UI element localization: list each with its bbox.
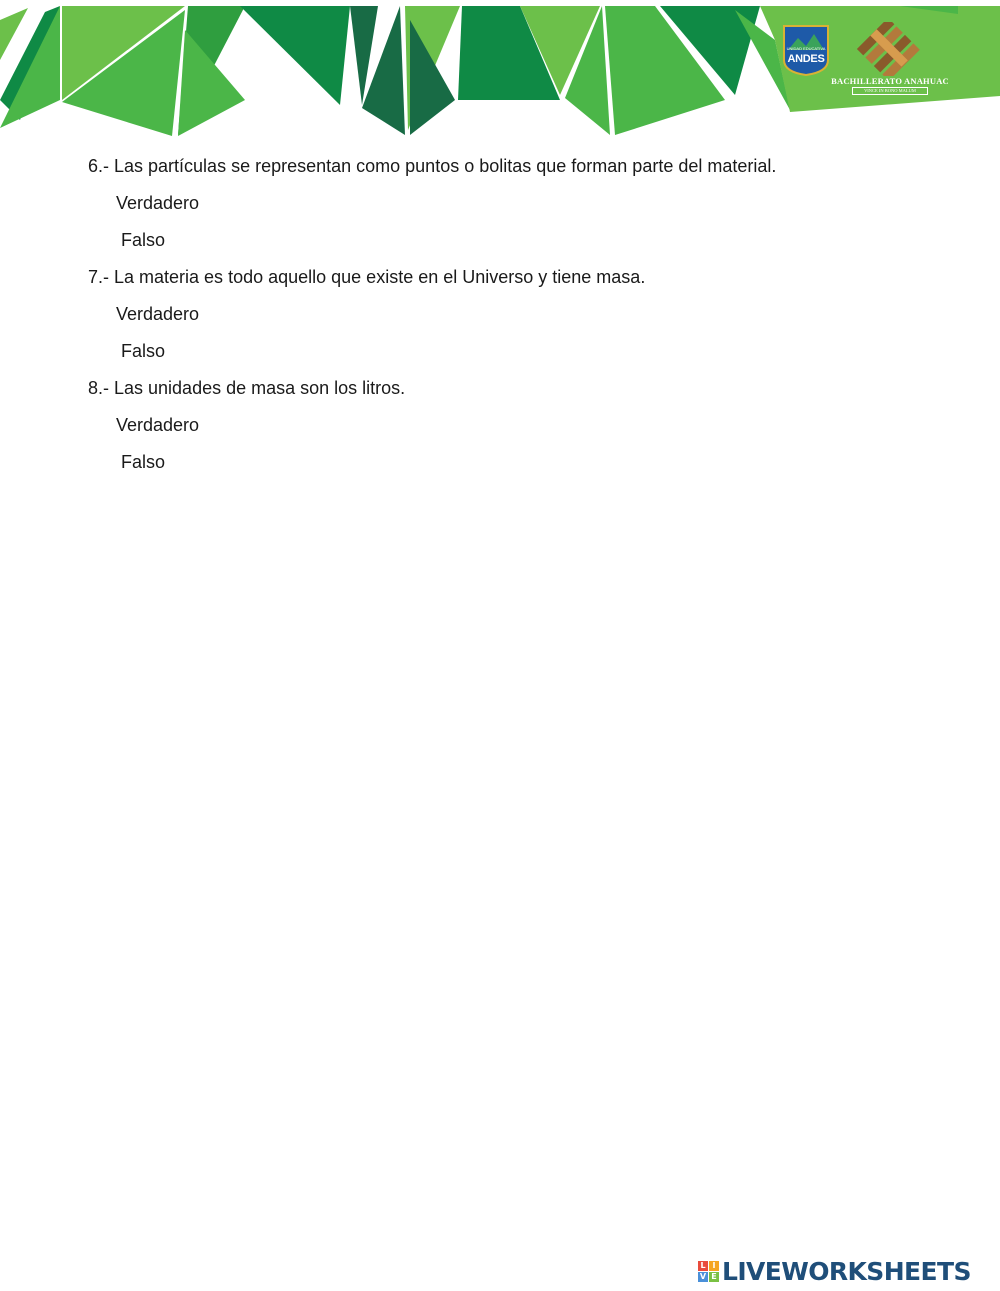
icon-letter-v: V [699, 1271, 707, 1281]
anahuac-name: BACHILLERATO ANAHUAC [831, 76, 949, 86]
liveworksheets-logo [698, 1257, 971, 1285]
option-verdadero[interactable]: Verdadero [116, 304, 200, 324]
icon-letter-e: E [709, 1272, 719, 1282]
question-list [88, 156, 928, 489]
banner-triangle [240, 6, 350, 105]
question-6 [88, 156, 928, 267]
liveworksheets-brand: LIVEWORKSHEETS [722, 1256, 971, 1286]
question-text: 7.- La materia es todo aquello que existe en el Universo y tiene masa. [88, 267, 646, 287]
question-7 [88, 267, 928, 378]
option-falso[interactable]: Falso [121, 452, 166, 472]
option-falso[interactable]: Falso [121, 230, 166, 250]
anahuac-logo [830, 22, 950, 96]
andes-logo [780, 24, 832, 76]
andes-name: ANDES [787, 53, 825, 65]
option-verdadero[interactable]: Verdadero [116, 415, 200, 435]
banner-triangle [0, 8, 28, 60]
question-text: 6.- Las partículas se representan como puntos o bolitas que forman parte del material. [88, 156, 777, 176]
option-falso[interactable]: Falso [121, 341, 166, 361]
icon-letter-l: L [698, 1261, 708, 1271]
andes-subtitle: UNIDAD EDUCATIVA [786, 46, 826, 51]
question-text: 8.- Las unidades de masa son los litros. [88, 378, 406, 398]
anahuac-motto: VINCE IN BONO MALUM [852, 87, 928, 95]
icon-letter-i: I [709, 1261, 719, 1271]
liveworksheets-icon [698, 1261, 719, 1282]
question-8 [88, 378, 928, 489]
option-verdadero[interactable]: Verdadero [116, 193, 200, 213]
